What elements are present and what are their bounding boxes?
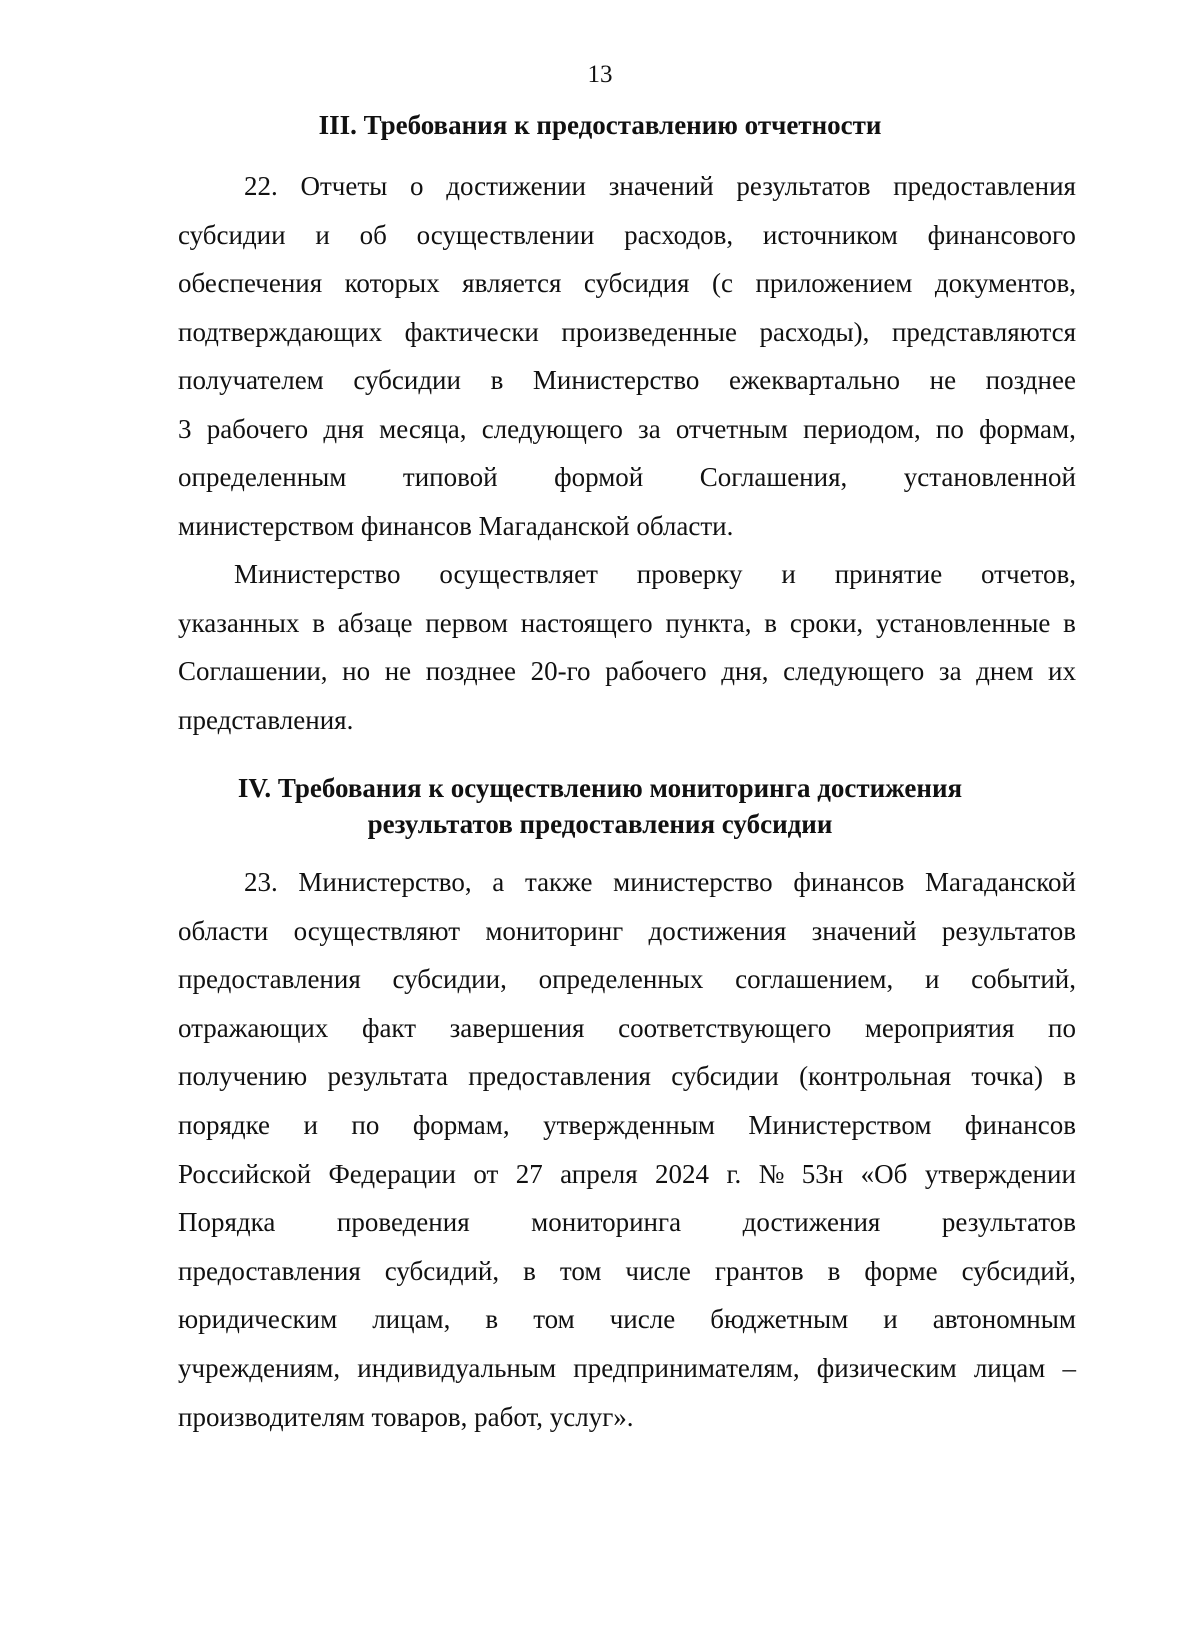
- text-line: порядке и по формам, утвержденным Министерством финансов: [178, 1109, 1076, 1140]
- text-line: учреждениям, индивидуальным предпринимателям, физическим лицам –: [178, 1352, 1076, 1383]
- text-line: получателем субсидии в Министерство ежеквартально не позднее: [178, 365, 1076, 395]
- section-3-heading: III. Требования к предоставлению отчетности: [318, 110, 882, 140]
- page-number: 13: [587, 61, 613, 88]
- text-line: предоставления субсидии, определенных соглашением, и событий,: [178, 964, 1076, 995]
- section-4-heading-line-1: IV. Требования к осуществлению мониторинга достижения: [237, 773, 963, 803]
- text-line: Министерство осуществляет проверку и принятие отчетов,: [234, 559, 1076, 589]
- text-line: отражающих факт завершения соответствующего мероприятия по: [178, 1012, 1076, 1043]
- text-line: Соглашении, но не позднее 20-го рабочего дня, следующего за днем их: [178, 656, 1076, 687]
- text-line: определенным типовой формой Соглашения, установленной: [178, 462, 1076, 492]
- text-line: Порядка проведения мониторинга достижения результатов: [178, 1207, 1076, 1238]
- text-line: субсидии и об осуществлении расходов, источником финансового: [178, 219, 1076, 250]
- text-line: предоставления субсидий, в том числе грантов в форме субсидий,: [178, 1255, 1076, 1286]
- text-line: указанных в абзаце первом настоящего пункта, в сроки, установленные в: [178, 607, 1076, 638]
- text-line: юридическим лицам, в том числе бюджетным и автономным: [178, 1304, 1076, 1335]
- text-line: министерством финансов Магаданской области.: [178, 510, 734, 541]
- text-line: области осуществляют мониторинг достижения значений результатов: [178, 915, 1076, 946]
- text-line: Российской Федерации от 27 апреля 2024 г. № 53н «Об утверждении: [178, 1158, 1076, 1189]
- text-line: получению результата предоставления субсидии (контрольная точка) в: [178, 1061, 1076, 1092]
- text-line: 22. Отчеты о достижении значений результатов предоставления: [244, 171, 1076, 201]
- section-4-heading-line-2: результатов предоставления субсидии: [367, 809, 833, 839]
- text-line: 3 рабочего дня месяца, следующего за отчетным периодом, по формам,: [178, 413, 1076, 444]
- paragraph-23: [178, 858, 1076, 1441]
- paragraph-22-second: [178, 550, 1076, 745]
- paragraph-22: [178, 162, 1076, 550]
- text-line: подтверждающих фактически произведенные расходы), представляются: [178, 316, 1076, 347]
- text-line: представления.: [178, 705, 354, 736]
- text-line: 23. Министерство, а также министерство финансов Магаданской: [244, 867, 1076, 897]
- section-4-heading: [0, 770, 1200, 842]
- text-line: производителям товаров, работ, услуг».: [178, 1401, 634, 1432]
- text-line: обеспечения которых является субсидия (с приложением документов,: [178, 268, 1076, 298]
